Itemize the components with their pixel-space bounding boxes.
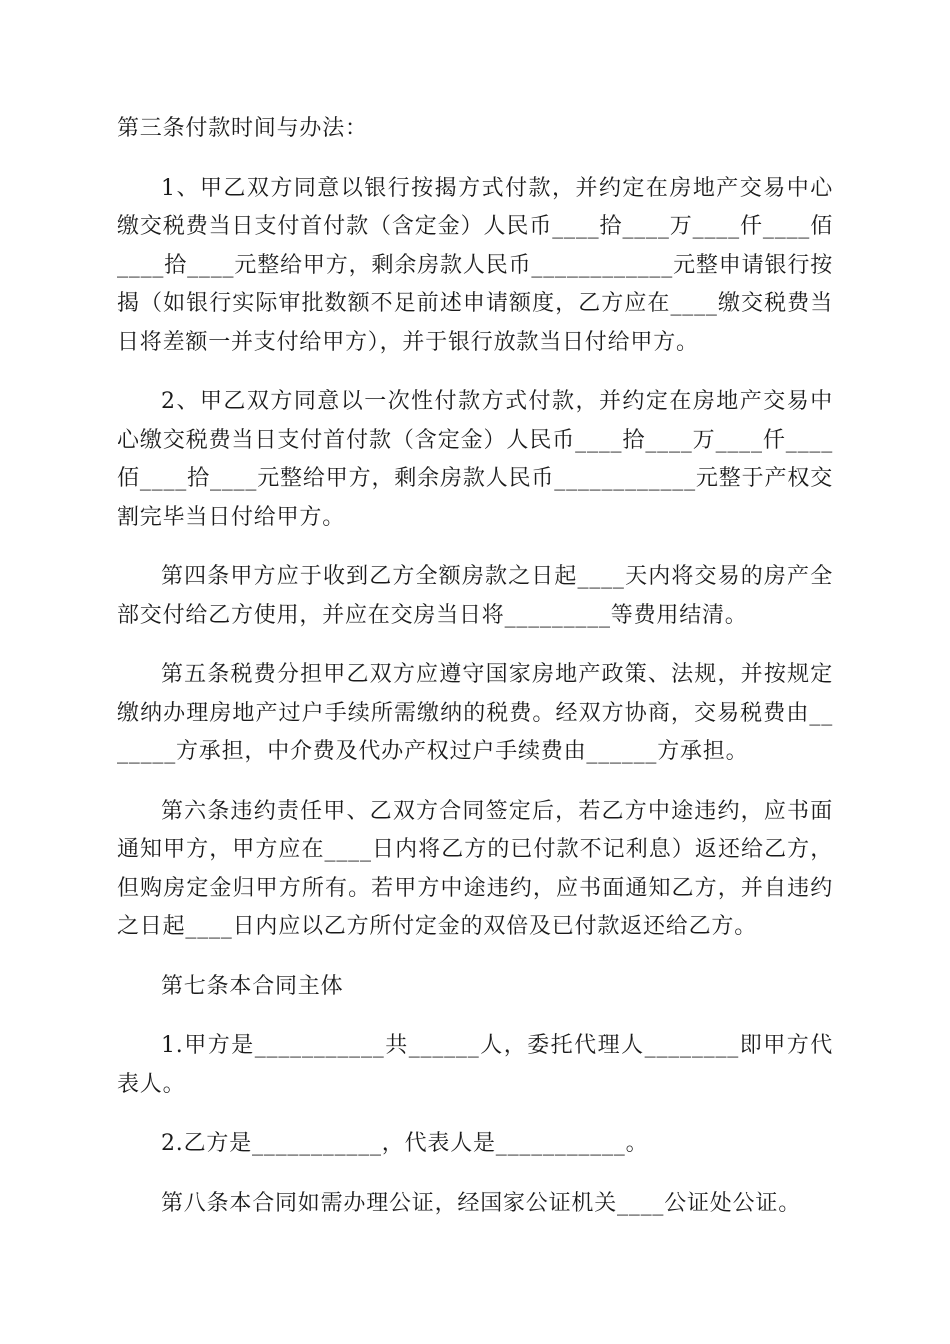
article-7-title: 第七条本合同主体 (161, 973, 344, 999)
article-5: 第五条税费分担甲乙双方应遵守国家房地产政策、法规，并按规定缴纳办理房地产过户手续所需缴纳的税费。经双方协商，交易税费由_______方承担，中介费及代办产权过户手续费由______方承担。 (117, 662, 833, 764)
article-8: 第八条本合同如需办理公证，经国家公证机关____公证处公证。 (161, 1190, 802, 1216)
article-3-item-1: 1、甲乙双方同意以银行按揭方式付款，并约定在房地产交易中心缴交税费当日支付首付款（含定金）人民币____拾____万____仟____佰____拾____元整给甲方，剩余房款人民币____________元整申请银行按揭（如银行实际审批数额不足前述申请额度，乙方应在____缴交税费当日将差额一并支付给甲方），并于银行放款当日付给甲方。 (117, 175, 833, 355)
article-6: 第六条违约责任甲、乙双方合同签定后，若乙方中途违约，应书面通知甲方，甲方应在____日内将乙方的已付款不记利息）返还给乙方，但购房定金归甲方所有。若甲方中途违约，应书面通知乙方，并自违约之日起____日内应以乙方所付定金的双倍及已付款返还给乙方。 (117, 798, 833, 939)
article-3-item-2: 2、甲乙双方同意以一次性付款方式付款，并约定在房地产交易中心缴交税费当日支付首付款（含定金）人民币____拾____万____仟____佰____拾____元整给甲方，剩余房款人民币____________元整于产权交割完毕当日付给甲方。 (117, 389, 833, 530)
article-7-item-1: 1.甲方是___________共______人，委托代理人________即甲方代表人。 (117, 1033, 833, 1097)
article-4: 第四条甲方应于收到乙方全额房款之日起____天内将交易的房产全部交付给乙方使用，并应在交房当日将_________等费用结清。 (117, 564, 833, 628)
article-3-title: 第三条付款时间与办法： (117, 116, 368, 141)
article-7-item-2: 2.乙方是___________，代表人是___________。 (161, 1131, 649, 1156)
contract-body (117, 110, 833, 1244)
